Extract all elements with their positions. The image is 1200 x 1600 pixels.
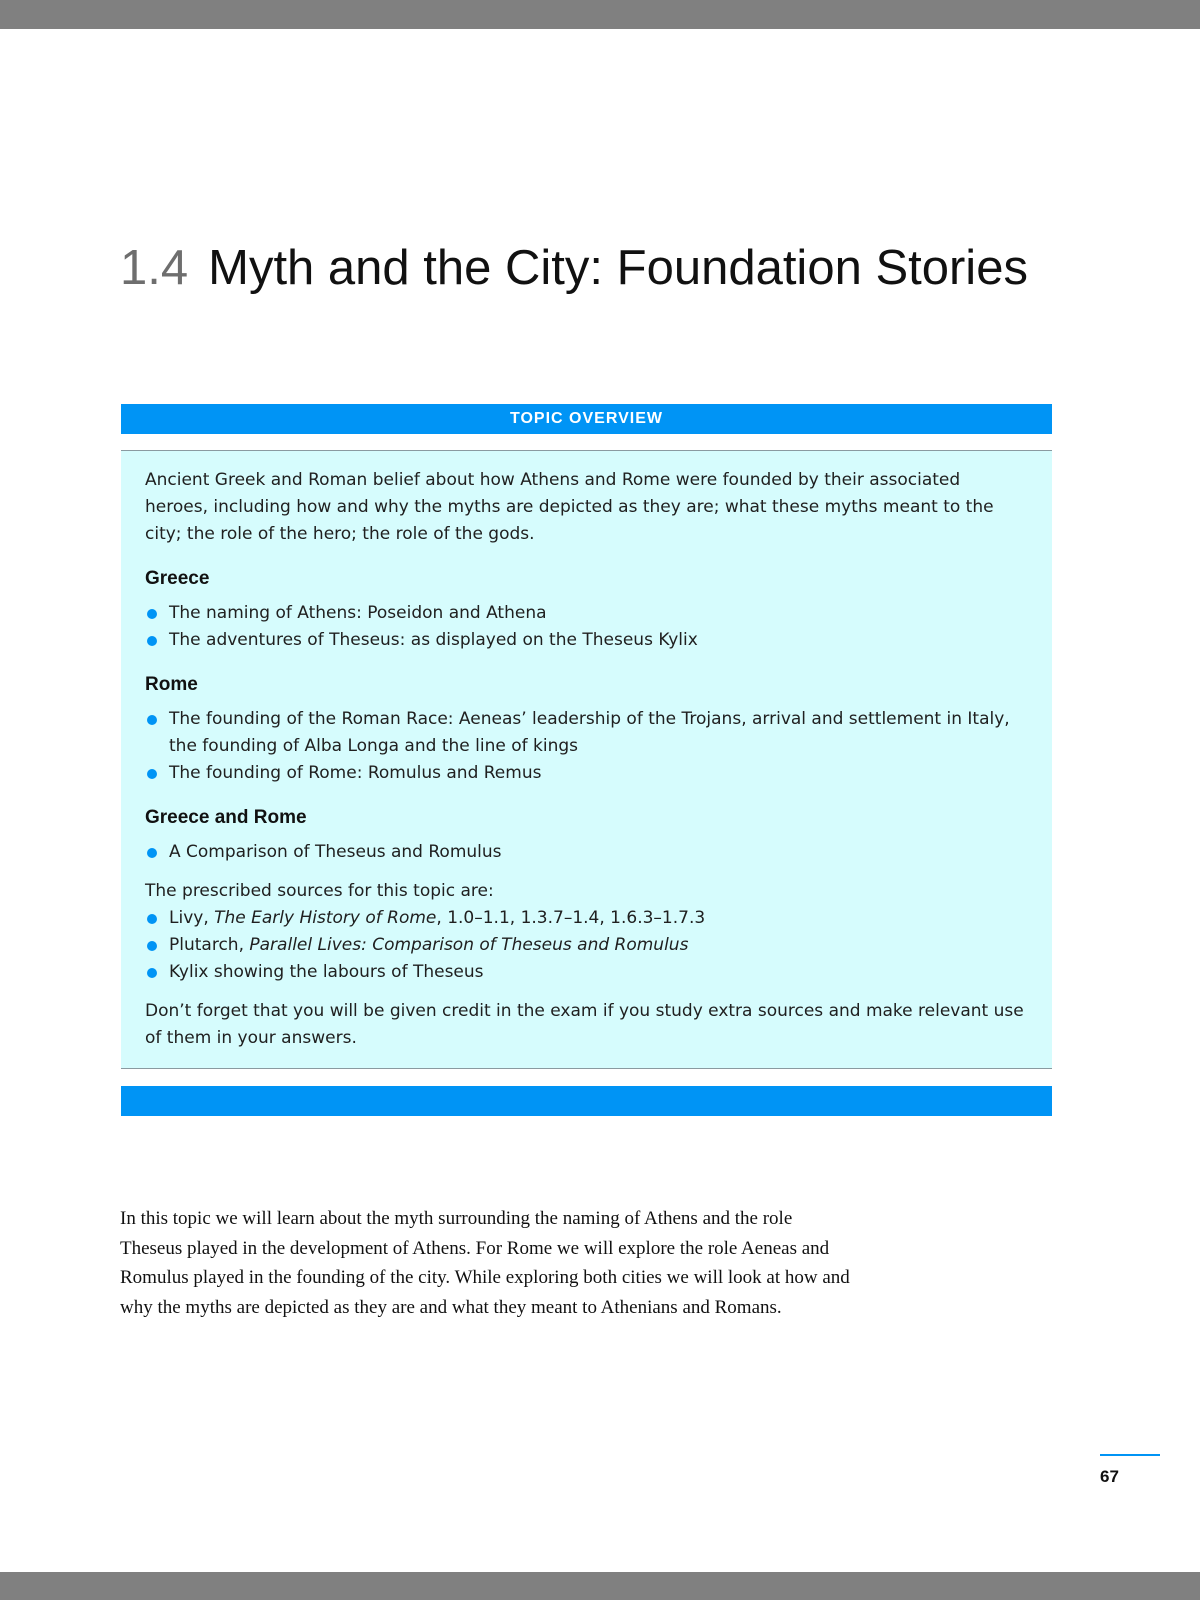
list-item: The adventures of Theseus: as displayed on the Theseus Kylix — [145, 627, 1028, 654]
topic-overview-body — [121, 450, 1052, 1069]
topic-intro-paragraph: In this topic we will learn about the myth surrounding the naming of Athens and the role Theseus played in the development of Athens. For Rome we will explore the role Aeneas and Romulus played in the founding of the city. While exploring both cities we will look at how and why the myths are depicted as they are and what they meant to Athenians and Romans. — [120, 1208, 850, 1318]
list-item: A Comparison of Theseus and Romulus — [145, 839, 1028, 866]
bullet-icon — [147, 609, 157, 619]
topic-overview-header: TOPIC OVERVIEW — [121, 404, 1052, 434]
page-number-rule — [1100, 1454, 1160, 1456]
list-item: The founding of Rome: Romulus and Remus — [145, 760, 1028, 787]
bullet-icon — [147, 636, 157, 646]
top-band — [0, 0, 1200, 29]
greece-list — [145, 600, 1028, 654]
bullet-icon — [147, 848, 157, 858]
overview-closing: Don’t forget that you will be given credit in the exam if you study extra sources and make relevant use of them in your answers. — [145, 1001, 1024, 1048]
bullet-icon — [147, 769, 157, 779]
list-item: The founding of the Roman Race: Aeneas’ leadership of the Trojans, arrival and settlement in Italy, the founding of Alba Longa and the line of kings — [145, 706, 1028, 760]
page-number: 67 — [1100, 1467, 1119, 1486]
page-title — [120, 236, 1080, 300]
list-item: Plutarch, Parallel Lives: Comparison of Theseus and Romulus — [145, 932, 1028, 959]
topic-overview-box — [121, 404, 1052, 1116]
bullet-icon — [147, 941, 157, 951]
bottom-band — [0, 1572, 1200, 1600]
list-item: The naming of Athens: Poseidon and Athena — [145, 600, 1028, 627]
bullet-icon — [147, 968, 157, 978]
greece-and-rome-heading: Greece and Rome — [145, 807, 307, 828]
section-title: Myth and the City: Foundation Stories — [208, 241, 1028, 295]
overview-intro: Ancient Greek and Roman belief about how Athens and Rome were founded by their associated heroes, including how and why the myths are depicted as they are; what these myths meant to the city; the role of the hero; the role of the gods. — [145, 470, 994, 544]
topic-overview-footer — [121, 1086, 1052, 1116]
rome-list — [145, 706, 1028, 787]
bullet-icon — [147, 914, 157, 924]
greece-heading: Greece — [145, 568, 210, 589]
list-item: Kylix showing the labours of Theseus — [145, 959, 1028, 986]
rome-heading: Rome — [145, 674, 198, 695]
section-number: 1.4 — [120, 241, 189, 295]
list-item: Livy, The Early History of Rome, 1.0–1.1, 1.3.7–1.4, 1.6.3–1.7.3 — [145, 905, 1028, 932]
bullet-icon — [147, 715, 157, 725]
sources-list — [145, 905, 1028, 986]
greece-and-rome-list — [145, 839, 1028, 866]
sources-intro: The prescribed sources for this topic are: — [145, 881, 494, 901]
